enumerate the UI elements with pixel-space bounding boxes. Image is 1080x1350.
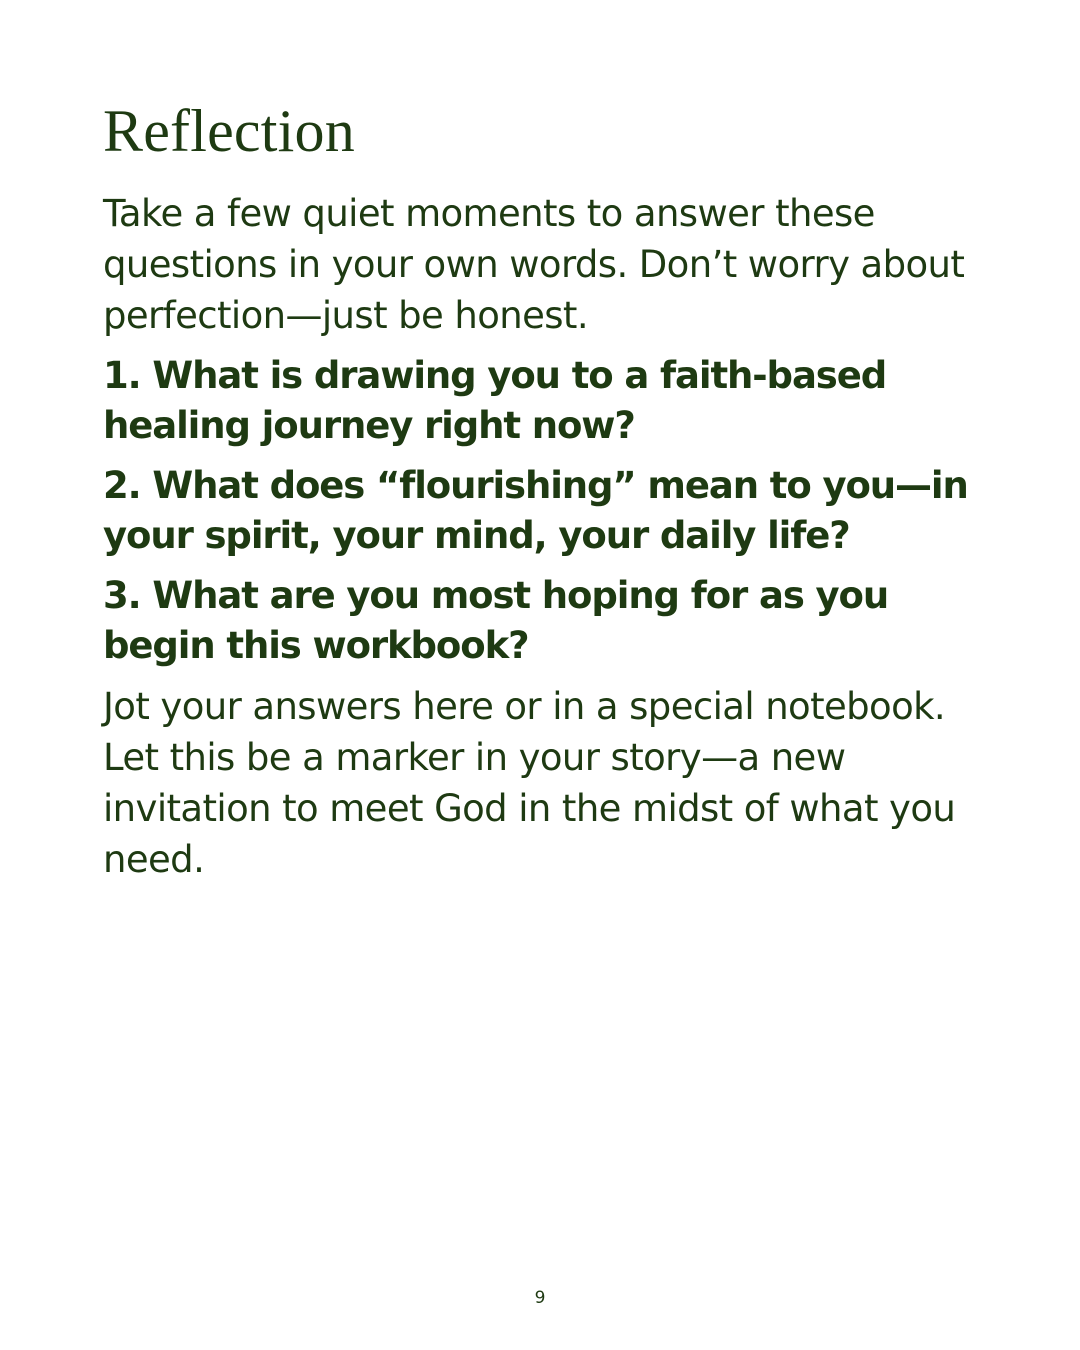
question-3: 3. What are you most hoping for as you begin this workbook? (103, 574, 889, 667)
page-content (103, 96, 983, 885)
question-1: 1. What is drawing you to a faith-based healing journey right now? (103, 354, 887, 447)
closing-paragraph: Jot your answers here or in a special notebook. Let this be a marker in your story—a new invitation to meet God in the midst of what you need. (103, 685, 956, 881)
page-title: Reflection (103, 98, 355, 164)
question-2: 2. What does “flourishing” mean to you—in your spirit, your mind, your daily life? (103, 464, 968, 557)
intro-paragraph: Take a few quiet moments to answer these questions in your own words. Don’t worry about perfection—just be honest. (103, 192, 965, 337)
page-number: 9 (534, 1288, 546, 1308)
